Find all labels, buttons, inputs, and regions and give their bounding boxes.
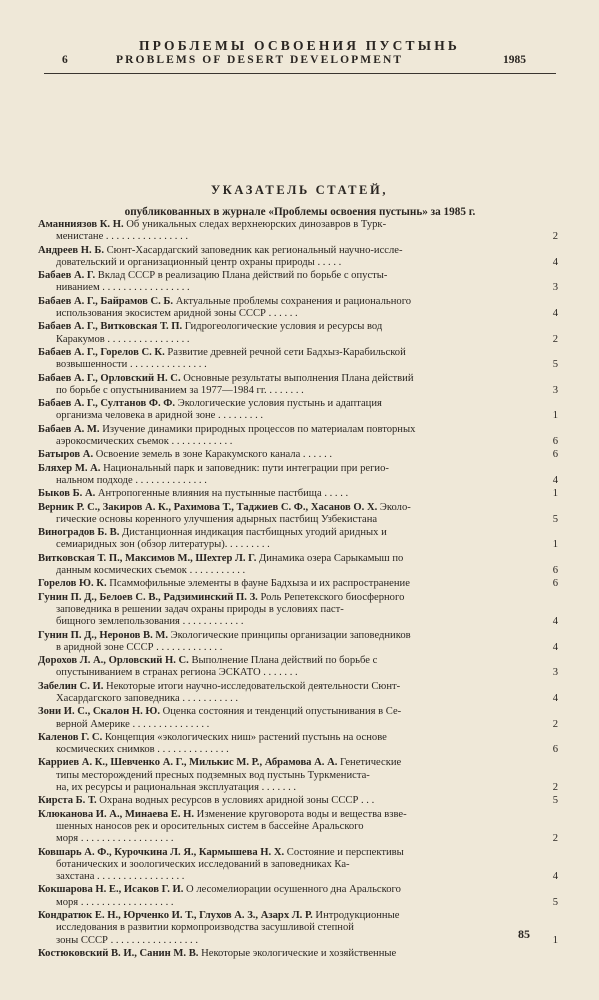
entry-title: Актуальные проблемы сохранения и рационального xyxy=(173,295,412,307)
entry-authors: Кирста Б. Т. xyxy=(38,795,97,807)
entry-title-continued: космических снимков . . . . . . . . . . . . . . xyxy=(56,744,229,756)
entry-title-continued: довательский и организационный центр охраны природы . . . . . xyxy=(56,256,342,268)
entry-title-continued: шенных наносов рек и оросительных систем в бассейне Аральского моря . . . . . . . . . . . . . . . . . . xyxy=(56,820,364,845)
entry-title-continued: по борьбе с опустыниванием за 1977—1984 гг. . . . . . . . xyxy=(56,384,304,396)
entry-authors: Клюканова И. А., Минаева Е. Н. xyxy=(38,808,195,820)
entry-authors: Кокшарова Н. Е., Исаков Г. И. xyxy=(38,884,184,896)
entry-issue-number: 4 xyxy=(552,616,558,628)
index-entry xyxy=(38,795,558,807)
entry-title: Дистанционная индикация пастбищных угодий аридных и xyxy=(119,527,387,539)
header-divider xyxy=(44,73,556,74)
entry-title: Основные результаты выполнения Плана действий xyxy=(180,372,414,384)
entry-authors: Бляхер М. А. xyxy=(38,462,101,474)
entry-issue-number: 6 xyxy=(552,436,558,448)
entry-authors: Дорохов Л. А., Орловский Н. С. xyxy=(38,655,189,667)
entry-title: Вклад СССР в реализацию Плана действий по борьбе с опусты- xyxy=(95,270,388,282)
index-entry xyxy=(38,809,558,846)
entry-authors: Забелин С. И. xyxy=(38,680,104,692)
entry-title: О лесомелиорации осушенного дна Аральского xyxy=(183,884,401,896)
index-entry xyxy=(38,245,558,270)
entry-title-continued: организма человека в аридной зоне . . . . . . . . . xyxy=(56,410,264,422)
entry-authors: Бабаев А. Г. xyxy=(38,270,96,282)
entry-issue-number: 6 xyxy=(552,578,558,590)
entry-title: Некоторые экологические и хозяйственные xyxy=(198,947,397,959)
entry-authors: Гунин П. Д., Белоев С. В., Радзиминский П. З. xyxy=(38,591,258,603)
index-entry xyxy=(38,681,558,706)
index-entry xyxy=(38,488,558,500)
entry-authors: Андреев Н. Б. xyxy=(38,244,104,256)
entry-authors: Виноградов Б. В. xyxy=(38,527,120,539)
entry-title: Экологические принципы организации заповедников xyxy=(168,629,411,641)
index-entry xyxy=(38,424,558,449)
index-entry xyxy=(38,948,558,960)
index-entry xyxy=(38,527,558,552)
entry-title-continued: Хасардагского заповедника . . . . . . . . . . . xyxy=(56,692,239,704)
entry-title: Об уникальных следах верхнеюрских динозавров в Турк- xyxy=(123,219,387,230)
entry-issue-number: 5 xyxy=(552,359,558,371)
entry-issue-number: 2 xyxy=(552,833,558,845)
entry-issue-number: 1 xyxy=(552,488,558,500)
entry-title: Охрана водных ресурсов в условиях аридной зоны СССР . . . xyxy=(96,795,375,807)
entry-issue-number: 3 xyxy=(552,384,558,396)
index-entry xyxy=(38,347,558,372)
entry-title-continued: возвышенности . . . . . . . . . . . . . . . xyxy=(56,359,207,371)
entry-issue-number: 5 xyxy=(552,513,558,525)
entry-title: Интродукционные xyxy=(312,910,400,922)
entry-issue-number: 2 xyxy=(552,333,558,345)
entry-authors: Каленов Г. С. xyxy=(38,731,103,743)
entry-authors: Бабаев А. Г., Горелов С. К. xyxy=(38,346,165,358)
entry-authors: Ковшарь А. Ф., Курочкина Л. Я., Кармышева Н. Х. xyxy=(38,846,285,858)
entry-title-continued: в аридной зоне СССР . . . . . . . . . . . . . xyxy=(56,641,223,653)
entry-title: Оценка состояния и тенденций опустынивания в Се- xyxy=(159,706,402,718)
index-entry xyxy=(38,296,558,321)
entry-authors: Бабаев А. Г., Орловский Н. С. xyxy=(38,372,181,384)
journal-title-ru: ПРОБЛЕМЫ ОСВОЕНИЯ ПУСТЫНЬ xyxy=(138,38,461,53)
entry-title: Генетические xyxy=(337,757,402,769)
index-entry xyxy=(38,449,558,461)
entry-authors: Карриев А. К., Шевченко А. Г., Милькис М. Р., Абрамова А. А. xyxy=(38,757,338,769)
index-entry xyxy=(38,630,558,655)
entry-issue-number: 6 xyxy=(552,449,558,461)
entry-authors: Гунин П. Д., Неронов В. М. xyxy=(38,629,169,641)
entry-authors: Бабаев А. Г., Витковская Т. П. xyxy=(38,321,183,333)
entry-title-continued: данным космических съемок . . . . . . . . . . . xyxy=(56,565,246,577)
index-entry xyxy=(38,502,558,527)
article-index-list xyxy=(38,219,558,961)
entry-title: Экологические условия пустынь и адаптация xyxy=(175,398,382,410)
entry-authors: Бабаев А. Г., Султанов Ф. Ф. xyxy=(38,398,176,410)
entry-title: Антропогенные влияния на пустынные пастбища . . . . . xyxy=(95,488,349,500)
entry-authors: Аманниязов К. Н. xyxy=(38,219,124,230)
index-entry xyxy=(38,757,558,794)
index-entry xyxy=(38,706,558,731)
index-entry xyxy=(38,553,558,578)
entry-authors: Бабаев А. Г., Байрамов С. Б. xyxy=(38,295,174,307)
entry-issue-number: 4 xyxy=(552,308,558,320)
index-entry xyxy=(38,373,558,398)
entry-authors: Верник Р. С., Закиров А. К., Рахимова Т., Таджиев С. Ф., Хасанов О. Х. xyxy=(38,501,378,513)
entry-title: Некоторые итоги научно-исследовательской деятельности Сюнт- xyxy=(103,680,401,692)
entry-issue-number: 5 xyxy=(552,795,558,807)
entry-title: Изменение круговорота воды и вещества взве- xyxy=(194,808,407,820)
entry-title-continued: верной Америке . . . . . . . . . . . . . . . xyxy=(56,718,210,730)
section-subtitle: опубликованных в журнале «Проблемы освоения пустынь» за 1985 г. xyxy=(124,206,476,218)
entry-title: Концепция «экологических ниш» растений пустынь на основе xyxy=(102,731,387,743)
entry-title-continued: исследования в развитии кормопроизводства засушливой степной зоны СССР . . . . . . . . . . . . . . . . . xyxy=(56,922,354,946)
index-entry xyxy=(38,910,558,947)
entry-title: Освоение земель в зоне Каракумского канала . . . . . . xyxy=(93,449,333,461)
entry-title: Национальный парк и заповедник: пути интеграции при регио- xyxy=(100,462,389,474)
index-entry xyxy=(38,884,558,909)
entry-title: Эколо- xyxy=(377,501,411,513)
entry-title-continued: менистане . . . . . . . . . . . . . . . . xyxy=(56,231,189,243)
entry-issue-number: 6 xyxy=(552,565,558,577)
section-title: УКАЗАТЕЛЬ СТАТЕЙ, xyxy=(210,183,389,197)
index-entry xyxy=(38,655,558,680)
index-entry xyxy=(38,847,558,884)
index-entry xyxy=(38,219,558,244)
entry-authors: Витковская Т. П., Максимов М., Шехтер Л. Г. xyxy=(38,552,257,564)
entry-title: Развитие древней речной сети Бадхыз-Карабильской xyxy=(164,346,406,358)
header-row xyxy=(62,54,526,70)
entry-issue-number: 4 xyxy=(552,692,558,704)
entry-issue-number: 3 xyxy=(552,667,558,679)
page-number: 85 xyxy=(518,927,530,941)
entry-issue-number: 4 xyxy=(552,641,558,653)
index-entry xyxy=(38,398,558,423)
issue-number: 6 xyxy=(62,54,68,66)
entry-issue-number: 1 xyxy=(552,410,558,422)
entry-issue-number: 5 xyxy=(552,896,558,908)
year: 1985 xyxy=(503,54,526,66)
entry-title: Изучение динамики природных процессов по материалам повторных xyxy=(99,423,416,435)
entry-title-continued: заповедника в решении задач охраны природы в условиях паст- бищного землепользования . . . . . . . . . . . . xyxy=(56,603,344,628)
entry-title: Состояние и перспективы xyxy=(284,846,404,858)
entry-issue-number: 1 xyxy=(552,934,558,946)
entry-title: Сюнт-Хасардагский заповедник как региональный научно-иссле- xyxy=(103,244,403,256)
entry-issue-number: 4 xyxy=(552,871,558,883)
entry-authors: Костюковский В. И., Санин М. В. xyxy=(38,947,199,959)
entry-issue-number: 2 xyxy=(552,782,558,794)
entry-title-continued: семиаридных зон (обзор литературы). . . . . . . . . xyxy=(56,539,270,551)
entry-issue-number: 1 xyxy=(552,539,558,551)
entry-issue-number: 6 xyxy=(552,744,558,756)
index-entry xyxy=(38,578,558,590)
entry-title: Гидрогеологические условия и ресурсы вод xyxy=(182,321,383,333)
entry-issue-number: 4 xyxy=(552,474,558,486)
entry-issue-number: 3 xyxy=(552,282,558,294)
entry-title-continued: Каракумов . . . . . . . . . . . . . . . . xyxy=(56,333,190,345)
index-entry xyxy=(38,592,558,629)
entry-title-continued: нальном подходе . . . . . . . . . . . . . . xyxy=(56,474,207,486)
entry-title-continued: использования экосистем аридной зоны СССР . . . . . . xyxy=(56,308,298,320)
index-entry xyxy=(38,463,558,488)
entry-authors: Бабаев А. М. xyxy=(38,423,100,435)
entry-authors: Кондратюк Е. Н., Юрченко И. Т., Глухов А. З., Азарх Л. Р. xyxy=(38,910,313,922)
entry-title-continued: аэрокосмических съемок . . . . . . . . . . . . xyxy=(56,436,233,448)
entry-title: Динамика озера Сарыкамыш по xyxy=(256,552,404,564)
entry-issue-number: 2 xyxy=(552,718,558,730)
entry-title: Роль Репетекского биосферного xyxy=(257,591,405,603)
entry-title-continued: ниванием . . . . . . . . . . . . . . . . . xyxy=(56,282,190,294)
journal-title-en: PROBLEMS OF DESERT DEVELOPMENT xyxy=(116,54,404,66)
entry-title-continued: гические основы коренного улучшения адырных пастбищ Узбекистана xyxy=(56,513,378,525)
entry-title-continued: моря . . . . . . . . . . . . . . . . . . xyxy=(56,896,174,908)
entry-title: Выполнение Плана действий по борьбе с xyxy=(188,655,378,667)
index-entry xyxy=(38,321,558,346)
entry-authors: Батыров А. xyxy=(38,449,94,461)
entry-title-continued: ботанических и зоологических исследований в заповедниках Ка- захстана . . . . . . . . . . . . . . . . . xyxy=(56,858,350,883)
index-entry xyxy=(38,732,558,757)
entry-title: Псаммофильные элементы в фауне Бадхыза и их распространение xyxy=(106,578,410,590)
entry-issue-number: 2 xyxy=(552,231,558,243)
entry-authors: Быков Б. А. xyxy=(38,488,96,500)
entry-title-continued: опустыниванием в странах регионa ЭСКАТО . . . . . . . xyxy=(56,667,298,679)
index-entry xyxy=(38,270,558,295)
entry-title-continued: типы месторождений пресных подземных вод пустынь Туркмениста- на, их ресурсы и рациональная эксплуатация . . . . . . . xyxy=(56,769,370,794)
entry-issue-number: 4 xyxy=(552,256,558,268)
entry-authors: Горелов Ю. К. xyxy=(38,578,107,590)
entry-authors: Зони И. С., Скалон Н. Ю. xyxy=(38,706,160,718)
